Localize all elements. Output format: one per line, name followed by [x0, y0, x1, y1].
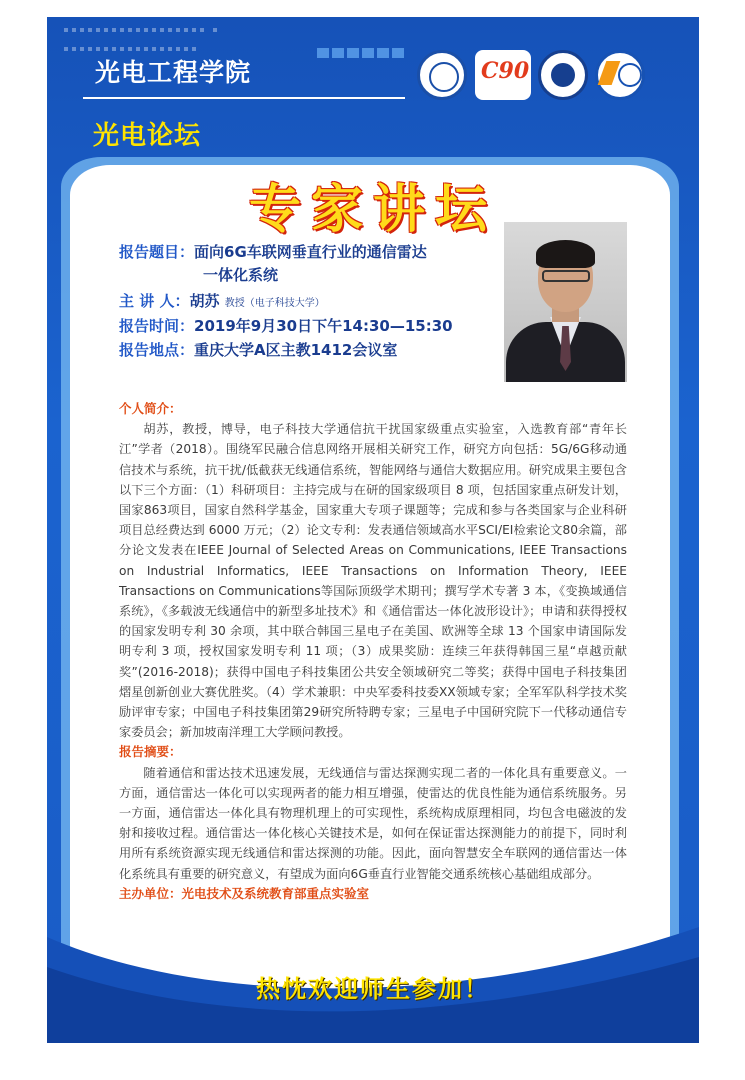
place-row	[119, 339, 397, 360]
welcome-message: 热忱欢迎师生参加！	[256, 974, 490, 1003]
topic-line2: 一体化系统	[203, 266, 279, 284]
speaker-name: 胡苏	[189, 292, 220, 310]
time-value: 2019年9月30日下午14:30—15:30	[194, 317, 453, 335]
speaker-title: 教授（电子科技大学）	[224, 298, 325, 309]
bio-heading: 个人简介：	[119, 401, 182, 416]
topic-label: 报告题目：	[119, 243, 195, 261]
abstract-heading: 报告摘要：	[119, 744, 182, 760]
decorative-squares	[317, 43, 407, 62]
time-row	[119, 315, 453, 336]
place-label: 报告地点：	[119, 341, 195, 359]
expert-forum-banner: 专家讲坛	[248, 179, 497, 240]
poster	[47, 17, 699, 1043]
place-value: 重庆大学A区主教1412会议室	[194, 341, 398, 359]
cqu-90-logo-icon: C90	[475, 50, 531, 100]
organizer: 主办单位：光电技术及系统教育部重点实验室	[119, 885, 370, 901]
university-emblem-icon	[417, 50, 467, 100]
college-emblem-icon	[538, 50, 588, 100]
bio-paragraph: 胡苏，教授，博导，电子科技大学通信抗干扰国家级重点实验室，入选教育部“青年长江”学者（2018）。围绕军民融合信息网络开展相关研究工作，研究方向包括：5G/6G移动通信技术与系统，抗干扰/低截获无线通信系统，智能网络与通信大数据应用。研究成果主要包含以下三个方面：（1）科研项目：主持完成与在研的国家级项目 8 项，包括国家重点研发计划，国家863项目，国家自然科学基金，国家重大专项子课题等；完成和参与各类国家与企业科研项目总经费达到 6000 万元；（2）论文专利：发表通信领域高水平SCI/EI检索论文80余篇，部分论文发表在IEEE Journal of Selected Areas on Communications, IEEE Transactions on Industrial Informatics, IEEE Transactions on Information Theory, IEEE Transactions on Communications等国际顶级学术期刊；撰写学术专著 3 本，《变换域通信系统》，《多载波无线通信中的新型多址技术》和《通信雷达一体化波形设计》；申请和获得授权的国家发明专利 30 余项，其中联合韩国三星电子在美国、欧洲等全球 13 个国家申请国际发明专利 3 项，授权国家发明专利 11 项；（3）成果奖励：连续三年获得韩国三星“卓越贡献奖”(2016-2018)；获得中国电子科技集团公共安全领域研究二等奖；获得中国电子科技集团熠星创新创业大赛优胜奖。（4）学术兼职：中央军委科技委XX领域专家；全军军队科学技术奖励评审专家；中国电子科技集团第29研究所特聘专家；三星电子中国研究院下一代移动通信专家委员会；新加坡南洋理工大学顾问教授。	[119, 422, 627, 740]
speaker-label: 主 讲 人：	[119, 292, 190, 310]
topic-row-2	[203, 264, 278, 285]
abstract-paragraph: 随着通信和雷达技术迅速发展，无线通信与雷达探测实现二者的一体化具有重要意义。一方面，通信雷达一体化可以实现两者的能力相互增强，使雷达的优良性能为通信系统服务。另一方面，通信雷达一体化具有物理机理上的可实现性，系统构成原理相同，均包含电磁波的发射和接收过程。通信雷达一体化核心关键技术是，如何在保证雷达探测能力的前提下，同时利用所有系统资源实现无线通信和雷达探测的功能。因此，面向智慧安全车联网的通信雷达一体化系统具有重要的研究意义，有望成为面向6G垂直行业智能交通系统核心基础组成部分。	[119, 765, 627, 881]
forum-title: 光电论坛	[93, 121, 202, 151]
body-text	[119, 399, 627, 904]
college-name: 光电工程学院	[95, 58, 252, 87]
topic-line1: 面向6G车联网垂直行业的通信雷达	[194, 243, 427, 261]
speaker-row	[119, 290, 325, 311]
title-underline	[83, 97, 405, 99]
time-label: 报告时间：	[119, 317, 195, 335]
topic-row	[119, 241, 427, 262]
optoelectronics-logo-icon	[595, 50, 645, 100]
speaker-photo	[504, 222, 627, 382]
